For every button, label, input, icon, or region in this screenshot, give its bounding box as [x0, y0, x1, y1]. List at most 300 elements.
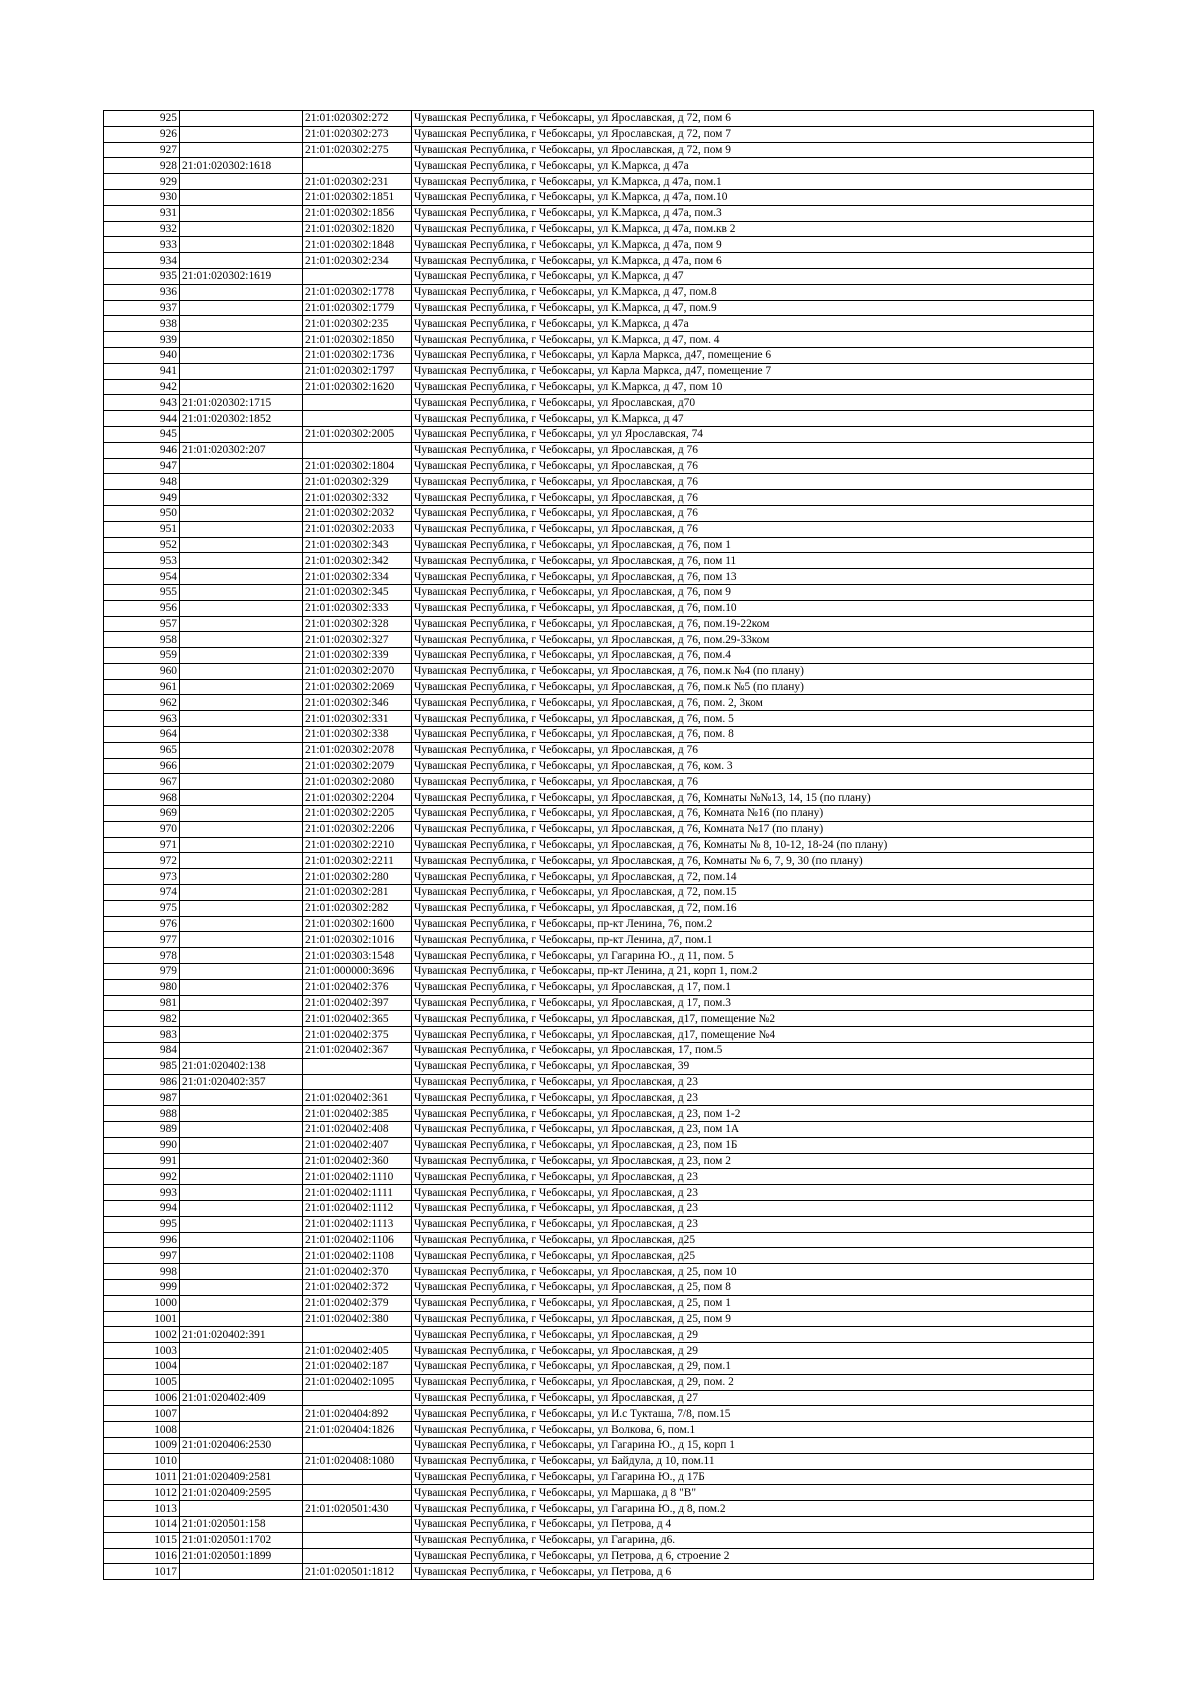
address: Чувашская Республика, г Чебоксары, ул Ярославская, д 23	[412, 1074, 1094, 1090]
building-cadastral-number	[180, 300, 303, 316]
table-row	[104, 900, 1094, 916]
table-row	[104, 1232, 1094, 1248]
row-number: 973	[104, 869, 180, 885]
table-row	[104, 1501, 1094, 1517]
table-row	[104, 1169, 1094, 1185]
premises-cadastral-number: 21:01:020302:1848	[303, 237, 412, 253]
row-number: 1005	[104, 1374, 180, 1390]
table-row	[104, 1548, 1094, 1564]
address: Чувашская Республика, г Чебоксары, ул Ярославская, д 29	[412, 1343, 1094, 1359]
table-row	[104, 363, 1094, 379]
building-cadastral-number: 21:01:020302:207	[180, 442, 303, 458]
table-row	[104, 253, 1094, 269]
building-cadastral-number: 21:01:020409:2581	[180, 1469, 303, 1485]
building-cadastral-number	[180, 332, 303, 348]
row-number: 933	[104, 237, 180, 253]
building-cadastral-number: 21:01:020409:2595	[180, 1485, 303, 1501]
address: Чувашская Республика, г Чебоксары, ул Ярославская, д 76, пом. 2, 3ком	[412, 695, 1094, 711]
row-number: 929	[104, 174, 180, 190]
premises-cadastral-number: 21:01:020302:273	[303, 126, 412, 142]
building-cadastral-number	[180, 600, 303, 616]
premises-cadastral-number: 21:01:020302:334	[303, 569, 412, 585]
address: Чувашская Республика, г Чебоксары, ул Ярославская, д 76, ком. 3	[412, 758, 1094, 774]
address: Чувашская Республика, г Чебоксары, ул И.с Тукташа, 7/8, пом.15	[412, 1406, 1094, 1422]
building-cadastral-number	[180, 995, 303, 1011]
premises-cadastral-number: 21:01:020302:1851	[303, 189, 412, 205]
premises-cadastral-number: 21:01:020302:2069	[303, 679, 412, 695]
building-cadastral-number	[180, 1279, 303, 1295]
building-cadastral-number: 21:01:020406:2530	[180, 1437, 303, 1453]
building-cadastral-number: 21:01:020402:391	[180, 1327, 303, 1343]
table-row	[104, 521, 1094, 537]
address: Чувашская Республика, г Чебоксары, ул Петрова, д 6, строение 2	[412, 1548, 1094, 1564]
row-number: 942	[104, 379, 180, 395]
table-row	[104, 268, 1094, 284]
row-number: 958	[104, 632, 180, 648]
building-cadastral-number	[180, 964, 303, 980]
premises-cadastral-number	[303, 1327, 412, 1343]
premises-cadastral-number: 21:01:020402:380	[303, 1311, 412, 1327]
row-number: 938	[104, 316, 180, 332]
address: Чувашская Республика, г Чебоксары, ул К.Маркса, д 47а, пом.1	[412, 174, 1094, 190]
address: Чувашская Республика, г Чебоксары, ул Ярославская, д70	[412, 395, 1094, 411]
row-number: 969	[104, 806, 180, 822]
table-row	[104, 1122, 1094, 1138]
row-number: 931	[104, 205, 180, 221]
row-number: 970	[104, 821, 180, 837]
table-row	[104, 1437, 1094, 1453]
premises-cadastral-number: 21:01:020302:2079	[303, 758, 412, 774]
building-cadastral-number	[180, 189, 303, 205]
table-row	[104, 1406, 1094, 1422]
premises-cadastral-number: 21:01:020302:343	[303, 537, 412, 553]
table-row	[104, 1532, 1094, 1548]
building-cadastral-number	[180, 426, 303, 442]
address: Чувашская Республика, г Чебоксары, ул Ярославская, д 27	[412, 1390, 1094, 1406]
building-cadastral-number	[180, 379, 303, 395]
premises-cadastral-number: 21:01:020302:272	[303, 111, 412, 127]
address: Чувашская Республика, г Чебоксары, пр-кт Ленина, 76, пом.2	[412, 916, 1094, 932]
address: Чувашская Республика, г Чебоксары, ул Маршака, д 8 "В"	[412, 1485, 1094, 1501]
address: Чувашская Республика, г Чебоксары, ул Ярославская, д 76, Комната №17 (по плану)	[412, 821, 1094, 837]
building-cadastral-number	[180, 1406, 303, 1422]
building-cadastral-number	[180, 316, 303, 332]
row-number: 1010	[104, 1453, 180, 1469]
building-cadastral-number	[180, 742, 303, 758]
row-number: 1016	[104, 1548, 180, 1564]
row-number: 1012	[104, 1485, 180, 1501]
building-cadastral-number	[180, 363, 303, 379]
building-cadastral-number	[180, 521, 303, 537]
building-cadastral-number	[180, 1122, 303, 1138]
row-number: 1002	[104, 1327, 180, 1343]
building-cadastral-number	[180, 932, 303, 948]
row-number: 974	[104, 885, 180, 901]
row-number: 1001	[104, 1311, 180, 1327]
address: Чувашская Республика, г Чебоксары, ул К.Маркса, д 47а, пом.10	[412, 189, 1094, 205]
address: Чувашская Республика, г Чебоксары, ул К.Маркса, д 47а	[412, 316, 1094, 332]
building-cadastral-number: 21:01:020402:357	[180, 1074, 303, 1090]
table-body	[104, 111, 1094, 1580]
row-number: 998	[104, 1264, 180, 1280]
address: Чувашская Республика, г Чебоксары, ул Ярославская, д 76, Комнаты № 6, 7, 9, 30 (по плану)	[412, 853, 1094, 869]
row-number: 983	[104, 1027, 180, 1043]
premises-cadastral-number: 21:01:020302:2206	[303, 821, 412, 837]
address: Чувашская Республика, г Чебоксары, ул Ярославская, д 72, пом 6	[412, 111, 1094, 127]
premises-cadastral-number	[303, 1437, 412, 1453]
table-row	[104, 379, 1094, 395]
premises-cadastral-number: 21:01:020302:1850	[303, 332, 412, 348]
address: Чувашская Республика, г Чебоксары, ул Карла Маркса, д47, помещение 6	[412, 347, 1094, 363]
row-number: 950	[104, 505, 180, 521]
premises-cadastral-number	[303, 1469, 412, 1485]
building-cadastral-number	[180, 537, 303, 553]
address: Чувашская Республика, г Чебоксары, ул Ярославская, д 23	[412, 1169, 1094, 1185]
table-row	[104, 426, 1094, 442]
table-row	[104, 853, 1094, 869]
row-number: 997	[104, 1248, 180, 1264]
table-row	[104, 490, 1094, 506]
row-number: 940	[104, 347, 180, 363]
building-cadastral-number	[180, 695, 303, 711]
table-row	[104, 790, 1094, 806]
building-cadastral-number	[180, 663, 303, 679]
address: Чувашская Республика, г Чебоксары, ул Ярославская, д 76, пом.к №5 (по плану)	[412, 679, 1094, 695]
table-row	[104, 332, 1094, 348]
premises-cadastral-number: 21:01:020302:1820	[303, 221, 412, 237]
address: Чувашская Республика, г Чебоксары, ул Ярославская, д 29, пом. 2	[412, 1374, 1094, 1390]
building-cadastral-number	[180, 1232, 303, 1248]
building-cadastral-number	[180, 1358, 303, 1374]
premises-cadastral-number: 21:01:020302:338	[303, 727, 412, 743]
row-number: 980	[104, 979, 180, 995]
table-row	[104, 1469, 1094, 1485]
table-row	[104, 632, 1094, 648]
table-row	[104, 569, 1094, 585]
table-row	[104, 1422, 1094, 1438]
row-number: 1014	[104, 1516, 180, 1532]
row-number: 939	[104, 332, 180, 348]
row-number: 1009	[104, 1437, 180, 1453]
premises-cadastral-number: 21:01:020402:375	[303, 1027, 412, 1043]
table-row	[104, 806, 1094, 822]
premises-cadastral-number	[303, 1485, 412, 1501]
address: Чувашская Республика, г Чебоксары, ул Ярославская, д 76	[412, 774, 1094, 790]
address: Чувашская Республика, г Чебоксары, ул Ярославская, д 76	[412, 490, 1094, 506]
premises-cadastral-number: 21:01:020408:1080	[303, 1453, 412, 1469]
row-number: 986	[104, 1074, 180, 1090]
address: Чувашская Республика, г Чебоксары, ул Ярославская, д 76, пом 13	[412, 569, 1094, 585]
premises-cadastral-number	[303, 1516, 412, 1532]
building-cadastral-number	[180, 1137, 303, 1153]
building-cadastral-number	[180, 1106, 303, 1122]
address: Чувашская Республика, г Чебоксары, ул Ярославская, д 23	[412, 1185, 1094, 1201]
building-cadastral-number	[180, 142, 303, 158]
building-cadastral-number	[180, 458, 303, 474]
premises-cadastral-number: 21:01:020302:2078	[303, 742, 412, 758]
building-cadastral-number	[180, 885, 303, 901]
table-row	[104, 174, 1094, 190]
address: Чувашская Республика, г Чебоксары, ул Ярославская, д 72, пом 9	[412, 142, 1094, 158]
premises-cadastral-number: 21:01:020402:365	[303, 1011, 412, 1027]
table-row	[104, 1485, 1094, 1501]
row-number: 936	[104, 284, 180, 300]
premises-cadastral-number: 21:01:020402:372	[303, 1279, 412, 1295]
address: Чувашская Республика, г Чебоксары, ул К.Маркса, д 47, пом. 4	[412, 332, 1094, 348]
row-number: 1000	[104, 1295, 180, 1311]
premises-cadastral-number: 21:01:020302:346	[303, 695, 412, 711]
table-row	[104, 1090, 1094, 1106]
row-number: 957	[104, 616, 180, 632]
table-row	[104, 1185, 1094, 1201]
row-number: 926	[104, 126, 180, 142]
building-cadastral-number: 21:01:020402:409	[180, 1390, 303, 1406]
row-number: 962	[104, 695, 180, 711]
building-cadastral-number	[180, 111, 303, 127]
premises-cadastral-number: 21:01:020302:275	[303, 142, 412, 158]
table-row	[104, 774, 1094, 790]
row-number: 966	[104, 758, 180, 774]
table-row	[104, 869, 1094, 885]
building-cadastral-number	[180, 1185, 303, 1201]
building-cadastral-number	[180, 553, 303, 569]
building-cadastral-number: 21:01:020402:138	[180, 1058, 303, 1074]
table-row	[104, 1043, 1094, 1059]
address: Чувашская Республика, г Чебоксары, ул К.Маркса, д 47а	[412, 158, 1094, 174]
row-number: 1008	[104, 1422, 180, 1438]
table-row	[104, 1343, 1094, 1359]
building-cadastral-number	[180, 1248, 303, 1264]
row-number: 1015	[104, 1532, 180, 1548]
premises-cadastral-number: 21:01:020402:376	[303, 979, 412, 995]
table-row	[104, 458, 1094, 474]
table-row	[104, 695, 1094, 711]
building-cadastral-number	[180, 1311, 303, 1327]
table-row	[104, 347, 1094, 363]
row-number: 1011	[104, 1469, 180, 1485]
premises-cadastral-number: 21:01:020402:361	[303, 1090, 412, 1106]
table-row	[104, 648, 1094, 664]
address: Чувашская Республика, г Чебоксары, ул Ярославская, д 23, пом 2	[412, 1153, 1094, 1169]
property-register-table	[103, 110, 1094, 1580]
row-number: 987	[104, 1090, 180, 1106]
table-row	[104, 742, 1094, 758]
table-row	[104, 284, 1094, 300]
row-number: 953	[104, 553, 180, 569]
building-cadastral-number: 21:01:020302:1715	[180, 395, 303, 411]
address: Чувашская Республика, г Чебоксары, ул Ярославская, д 23, пом 1Б	[412, 1137, 1094, 1153]
row-number: 932	[104, 221, 180, 237]
address: Чувашская Республика, г Чебоксары, ул Ярославская, д 23	[412, 1200, 1094, 1216]
premises-cadastral-number: 21:01:020302:1778	[303, 284, 412, 300]
address: Чувашская Республика, г Чебоксары, ул Ярославская, д 25, пом 1	[412, 1295, 1094, 1311]
address: Чувашская Республика, г Чебоксары, ул К.Маркса, д 47, пом.8	[412, 284, 1094, 300]
address: Чувашская Республика, г Чебоксары, ул Ярославская, д 29, пом.1	[412, 1358, 1094, 1374]
premises-cadastral-number: 21:01:020303:1548	[303, 948, 412, 964]
table-row	[104, 1264, 1094, 1280]
building-cadastral-number	[180, 505, 303, 521]
address: Чувашская Республика, г Чебоксары, ул К.Маркса, д 47, пом 10	[412, 379, 1094, 395]
premises-cadastral-number: 21:01:020302:2204	[303, 790, 412, 806]
table-row	[104, 584, 1094, 600]
premises-cadastral-number: 21:01:020302:1856	[303, 205, 412, 221]
building-cadastral-number	[180, 474, 303, 490]
building-cadastral-number: 21:01:020302:1618	[180, 158, 303, 174]
table-row	[104, 189, 1094, 205]
row-number: 943	[104, 395, 180, 411]
row-number: 981	[104, 995, 180, 1011]
table-row	[104, 600, 1094, 616]
building-cadastral-number	[180, 837, 303, 853]
row-number: 956	[104, 600, 180, 616]
building-cadastral-number	[180, 758, 303, 774]
row-number: 971	[104, 837, 180, 853]
table-row	[104, 663, 1094, 679]
address: Чувашская Республика, г Чебоксары, ул Ярославская, д 76	[412, 521, 1094, 537]
address: Чувашская Республика, г Чебоксары, ул Ярославская, д 72, пом.15	[412, 885, 1094, 901]
address: Чувашская Республика, г Чебоксары, ул Ярославская, д 76, пом 1	[412, 537, 1094, 553]
table-row	[104, 111, 1094, 127]
address: Чувашская Республика, г Чебоксары, ул Ярославская, д 23, пом 1А	[412, 1122, 1094, 1138]
building-cadastral-number	[180, 1169, 303, 1185]
premises-cadastral-number: 21:01:020302:2005	[303, 426, 412, 442]
row-number: 930	[104, 189, 180, 205]
address: Чувашская Республика, г Чебоксары, ул Ярославская, 39	[412, 1058, 1094, 1074]
building-cadastral-number	[180, 1043, 303, 1059]
building-cadastral-number	[180, 1564, 303, 1580]
building-cadastral-number	[180, 727, 303, 743]
address: Чувашская Республика, г Чебоксары, ул Ярославская, д 72, пом.16	[412, 900, 1094, 916]
premises-cadastral-number: 21:01:020402:408	[303, 1122, 412, 1138]
address: Чувашская Республика, г Чебоксары, ул К.Маркса, д 47	[412, 411, 1094, 427]
premises-cadastral-number: 21:01:020302:1736	[303, 347, 412, 363]
table-row	[104, 316, 1094, 332]
address: Чувашская Республика, г Чебоксары, ул Петрова, д 6	[412, 1564, 1094, 1580]
address: Чувашская Республика, г Чебоксары, ул Ярославская, д25	[412, 1232, 1094, 1248]
address: Чувашская Республика, г Чебоксары, ул Ярославская, д 25, пом 9	[412, 1311, 1094, 1327]
address: Чувашская Республика, г Чебоксары, ул К.Маркса, д 47, пом.9	[412, 300, 1094, 316]
building-cadastral-number	[180, 1501, 303, 1517]
row-number: 975	[104, 900, 180, 916]
premises-cadastral-number: 21:01:020302:1779	[303, 300, 412, 316]
building-cadastral-number	[180, 126, 303, 142]
row-number: 927	[104, 142, 180, 158]
premises-cadastral-number: 21:01:020302:234	[303, 253, 412, 269]
row-number: 937	[104, 300, 180, 316]
row-number: 972	[104, 853, 180, 869]
row-number: 1017	[104, 1564, 180, 1580]
premises-cadastral-number: 21:01:020302:328	[303, 616, 412, 632]
table-row	[104, 1311, 1094, 1327]
row-number: 946	[104, 442, 180, 458]
table-row	[104, 821, 1094, 837]
premises-cadastral-number: 21:01:020402:1106	[303, 1232, 412, 1248]
address: Чувашская Республика, г Чебоксары, ул Гагарина Ю., д 15, корп 1	[412, 1437, 1094, 1453]
building-cadastral-number: 21:01:020501:1899	[180, 1548, 303, 1564]
row-number: 944	[104, 411, 180, 427]
table-row	[104, 1074, 1094, 1090]
building-cadastral-number	[180, 237, 303, 253]
table-row	[104, 837, 1094, 853]
premises-cadastral-number: 21:01:020402:1110	[303, 1169, 412, 1185]
building-cadastral-number	[180, 253, 303, 269]
row-number: 960	[104, 663, 180, 679]
row-number: 935	[104, 268, 180, 284]
building-cadastral-number	[180, 616, 303, 632]
row-number: 963	[104, 711, 180, 727]
row-number: 947	[104, 458, 180, 474]
premises-cadastral-number	[303, 442, 412, 458]
address: Чувашская Республика, г Чебоксары, ул Ярославская, д 25, пом 8	[412, 1279, 1094, 1295]
building-cadastral-number	[180, 347, 303, 363]
row-number: 988	[104, 1106, 180, 1122]
table-row	[104, 885, 1094, 901]
address: Чувашская Республика, г Чебоксары, ул Ярославская, д 72, пом.14	[412, 869, 1094, 885]
address: Чувашская Республика, г Чебоксары, ул Гагарина Ю., д 17Б	[412, 1469, 1094, 1485]
premises-cadastral-number: 21:01:020402:379	[303, 1295, 412, 1311]
building-cadastral-number	[180, 648, 303, 664]
building-cadastral-number	[180, 979, 303, 995]
address: Чувашская Республика, г Чебоксары, ул Ярославская, д 76	[412, 474, 1094, 490]
address: Чувашская Республика, г Чебоксары, ул Ярославская, д 76	[412, 458, 1094, 474]
building-cadastral-number	[180, 1264, 303, 1280]
premises-cadastral-number: 21:01:020404:892	[303, 1406, 412, 1422]
premises-cadastral-number: 21:01:020402:1113	[303, 1216, 412, 1232]
row-number: 945	[104, 426, 180, 442]
row-number: 1003	[104, 1343, 180, 1359]
premises-cadastral-number: 21:01:020302:280	[303, 869, 412, 885]
table-row	[104, 1327, 1094, 1343]
row-number: 928	[104, 158, 180, 174]
table-row	[104, 1390, 1094, 1406]
building-cadastral-number	[180, 790, 303, 806]
building-cadastral-number: 21:01:020302:1619	[180, 268, 303, 284]
table-row	[104, 1058, 1094, 1074]
table-row	[104, 1200, 1094, 1216]
premises-cadastral-number	[303, 1074, 412, 1090]
row-number: 948	[104, 474, 180, 490]
building-cadastral-number	[180, 916, 303, 932]
table-row	[104, 474, 1094, 490]
table-row	[104, 1564, 1094, 1580]
premises-cadastral-number: 21:01:020302:281	[303, 885, 412, 901]
address: Чувашская Республика, г Чебоксары, ул Петрова, д 4	[412, 1516, 1094, 1532]
premises-cadastral-number	[303, 1390, 412, 1406]
premises-cadastral-number	[303, 1548, 412, 1564]
premises-cadastral-number: 21:01:020402:370	[303, 1264, 412, 1280]
address: Чувашская Республика, г Чебоксары, ул Ярославская, д 76, пом.4	[412, 648, 1094, 664]
row-number: 995	[104, 1216, 180, 1232]
address: Чувашская Республика, г Чебоксары, ул Ярославская, д 17, пом.3	[412, 995, 1094, 1011]
address: Чувашская Республика, г Чебоксары, ул Ярославская, д25	[412, 1248, 1094, 1264]
premises-cadastral-number	[303, 395, 412, 411]
address: Чувашская Республика, г Чебоксары, ул Ярославская, д 76, пом.к №4 (по плану)	[412, 663, 1094, 679]
row-number: 992	[104, 1169, 180, 1185]
address: Чувашская Республика, г Чебоксары, ул Ярославская, д 76	[412, 442, 1094, 458]
row-number: 994	[104, 1200, 180, 1216]
building-cadastral-number	[180, 1343, 303, 1359]
premises-cadastral-number: 21:01:000000:3696	[303, 964, 412, 980]
table-row	[104, 395, 1094, 411]
premises-cadastral-number: 21:01:020302:2210	[303, 837, 412, 853]
address: Чувашская Республика, г Чебоксары, ул Ярославская, д17, помещение №4	[412, 1027, 1094, 1043]
table-row	[104, 1295, 1094, 1311]
row-number: 1013	[104, 1501, 180, 1517]
table-row	[104, 1011, 1094, 1027]
table-row	[104, 442, 1094, 458]
premises-cadastral-number: 21:01:020402:407	[303, 1137, 412, 1153]
row-number: 1004	[104, 1358, 180, 1374]
